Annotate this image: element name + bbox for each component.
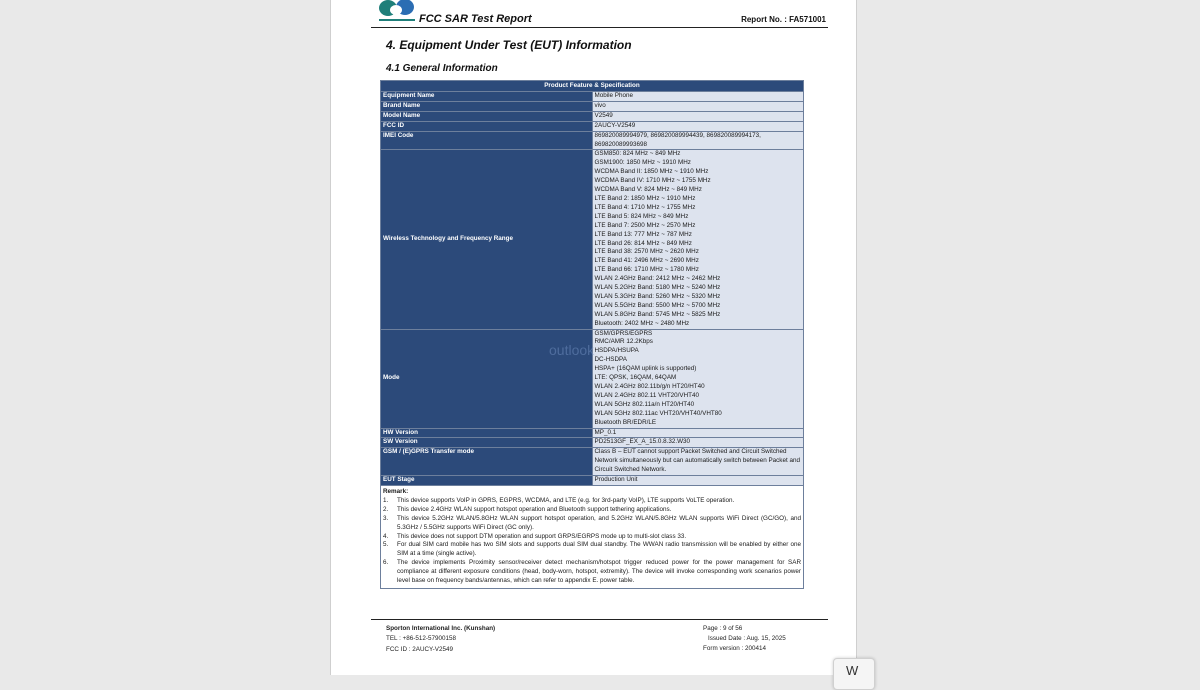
row-value: 869820089994979, 869820089994439, 869820089994173, 869820089993698	[592, 131, 804, 150]
remark-item	[383, 506, 801, 515]
row-value-list	[592, 150, 804, 329]
table-row	[381, 476, 804, 486]
footer-form-version: Form version : 200414	[703, 645, 766, 652]
footer-divider	[371, 619, 828, 620]
mode-line: HSPA+ (16QAM uplink is supported)	[594, 365, 697, 373]
band-line: WLAN 2.4GHz Band: 2412 MHz ~ 2462 MHz	[594, 275, 721, 283]
band-line: WCDMA Band II: 1850 MHz ~ 1910 MHz	[594, 168, 709, 176]
mode-line: HSDPA/HSUPA	[594, 347, 639, 355]
remark-text: For dual SIM card mobile has two SIM slots and supports dual SIM dual standby. The WWAN radio transmission will be enabled by either one SIM at a time (single active).	[397, 541, 801, 558]
band-line: WLAN 5.5GHz Band: 5500 MHz ~ 5700 MHz	[594, 301, 721, 309]
band-line: LTE Band 2: 1850 MHz ~ 1910 MHz	[594, 194, 696, 202]
band-line: GSM850: 824 MHz ~ 849 MHz	[594, 150, 681, 158]
row-label: SW Version	[381, 438, 593, 448]
row-value-list	[592, 329, 804, 428]
corner-widget-label: W	[846, 663, 859, 678]
remark-number: 2.	[383, 505, 389, 513]
row-label: Wireless Technology and Frequency Range	[381, 150, 593, 329]
remark-item	[383, 533, 801, 542]
band-line: WLAN 5.8GHz Band: 5745 MHz ~ 5825 MHz	[594, 310, 721, 318]
band-line: GSM1900: 1850 MHz ~ 1910 MHz	[594, 159, 691, 167]
corner-widget[interactable]	[833, 658, 875, 690]
remark-item	[383, 515, 801, 533]
footer-tel: TEL : +86-512-57900158	[386, 635, 456, 642]
band-line: LTE Band 4: 1710 MHz ~ 1755 MHz	[594, 203, 696, 211]
remark-number: 6.	[383, 559, 389, 567]
band-line: LTE Band 13: 777 MHz ~ 787 MHz	[594, 230, 692, 238]
row-label: Equipment Name	[381, 92, 593, 102]
footer-fcc-id: FCC ID : 2AUCY-V2549	[386, 646, 453, 653]
row-value: 2AUCY-V2549	[592, 121, 804, 131]
band-line: WCDMA Band V: 824 MHz ~ 849 MHz	[594, 186, 702, 194]
row-label: GSM / (E)GPRS Transfer mode	[381, 448, 593, 476]
band-line: LTE Band 7: 2500 MHz ~ 2570 MHz	[594, 221, 696, 229]
remark-number: 3.	[383, 514, 389, 522]
row-value: Mobile Phone	[592, 92, 804, 102]
mode-line: LTE: QPSK, 16QAM, 64QAM	[594, 374, 677, 382]
row-label: Model Name	[381, 111, 593, 121]
row-value: MP_0.1	[592, 428, 804, 438]
band-line: LTE Band 41: 2496 MHz ~ 2690 MHz	[594, 257, 699, 265]
report-number: Report No. : FA571001	[741, 15, 826, 24]
header-divider	[371, 27, 828, 28]
remarks-row	[381, 485, 804, 588]
mode-line: WLAN 5GHz 802.11a/n HT20/HT40	[594, 400, 695, 408]
table-row-wireless	[381, 150, 804, 329]
footer-issued-date: Issued Date : Aug. 15, 2025	[708, 635, 786, 642]
mode-line: WLAN 2.4GHz 802.11b/g/n HT20/HT40	[594, 383, 705, 390]
band-line: WLAN 5.3GHz Band: 5260 MHz ~ 5320 MHz	[594, 292, 721, 300]
row-value: Class B – EUT cannot support Packet Switched and Circuit Switched Network simultaneously but can automatically switch between Packet and Circuit Switched Network.	[592, 448, 804, 476]
remark-number: 5.	[383, 541, 389, 549]
row-label: HW Version	[381, 428, 593, 438]
document-page	[330, 0, 857, 675]
report-title: FCC SAR Test Report	[419, 13, 532, 25]
row-label: Brand Name	[381, 101, 593, 111]
remarks-title: Remark:	[383, 487, 409, 495]
mode-line: RMC/AMR 12.2Kbps	[594, 338, 653, 346]
watermark: outlook	[549, 342, 595, 358]
band-line: Bluetooth: 2402 MHz ~ 2480 MHz	[594, 319, 690, 327]
remarks-cell	[381, 485, 804, 588]
row-value: vivo	[592, 101, 804, 111]
table-row	[381, 121, 804, 131]
row-label: Mode	[381, 329, 593, 428]
row-label: IMEI Code	[381, 131, 593, 150]
table-row	[381, 111, 804, 121]
remark-text: This device supports VoIP in GPRS, EGPRS, WCDMA, and LTE (e.g. for 3rd-party VoIP), LTE supports VoLTE operation.	[397, 496, 735, 504]
mode-line: Bluetooth BR/EDR/LE	[594, 418, 657, 426]
spec-table	[380, 80, 804, 589]
table-row	[381, 92, 804, 102]
row-value: Production Unit	[592, 476, 804, 486]
mode-line: GSM/GPRS/EGPRS	[594, 329, 653, 337]
table-row	[381, 101, 804, 111]
remark-text: This device 5.2GHz WLAN/5.8GHz WLAN support hotspot operation, and 5.2GHz WLAN/5.8GHz WLAN supports WiFi Direct (GC/GO), and 5.3GHz / 5.5GHz supports WiFi Direct (GC only).	[397, 514, 801, 531]
row-value: PD2513GF_EX_A_15.0.8.32.W30	[592, 438, 804, 448]
mode-line: WLAN 5GHz 802.11ac VHT20/VHT40/VHT80	[594, 409, 722, 417]
section-heading: 4. Equipment Under Test (EUT) Information	[386, 38, 632, 52]
band-line: LTE Band 38: 2570 MHz ~ 2620 MHz	[594, 248, 699, 256]
remark-text: This device does not support DTM operation and support GRPS/EGRPS mode up to multi-slot class 33.	[397, 532, 687, 540]
remark-item	[383, 497, 801, 506]
remark-item	[383, 559, 801, 586]
mode-line: WLAN 2.4GHz 802.11 VHT20/VHT40	[594, 391, 700, 399]
remark-item	[383, 541, 801, 559]
remark-number: 4.	[383, 532, 389, 540]
band-line: LTE Band 66: 1710 MHz ~ 1780 MHz	[594, 266, 699, 274]
footer-company: Sporton International Inc. (Kunshan)	[386, 625, 496, 632]
table-row	[381, 438, 804, 448]
remark-number: 1.	[383, 496, 389, 504]
table-row	[381, 448, 804, 476]
subsection-heading: 4.1 General Information	[386, 63, 498, 74]
band-line: LTE Band 5: 824 MHz ~ 849 MHz	[594, 212, 689, 220]
band-line: WLAN 5.2GHz Band: 5180 MHz ~ 5240 MHz	[594, 284, 721, 292]
table-row	[381, 131, 804, 150]
footer-page: Page : 9 of 56	[703, 625, 743, 632]
mode-line: DC-HSDPA	[594, 356, 627, 364]
band-line: LTE Band 26: 814 MHz ~ 849 MHz	[594, 239, 692, 247]
remark-text: The device implements Proximity sensor/receiver detect mechanism/hotspot trigger reduced power for the power management for SAR compliance at different exposure conditions (head, body-worn, hotspot, extremity). The device will invoke corresponding work scenarios power level base on frequency bands/antennas, which can refer to appendix E. power table.	[397, 559, 801, 585]
band-line: WCDMA Band IV: 1710 MHz ~ 1755 MHz	[594, 177, 711, 185]
row-label: FCC ID	[381, 121, 593, 131]
row-label: EUT Stage	[381, 476, 593, 486]
spec-table-header: Product Feature & Specification	[381, 81, 804, 92]
row-value: V2549	[592, 111, 804, 121]
remark-text: This device 2.4GHz WLAN support hotspot operation and Bluetooth support tethering applications.	[397, 505, 672, 513]
table-row	[381, 428, 804, 438]
lab-logo-icon	[373, 0, 421, 24]
